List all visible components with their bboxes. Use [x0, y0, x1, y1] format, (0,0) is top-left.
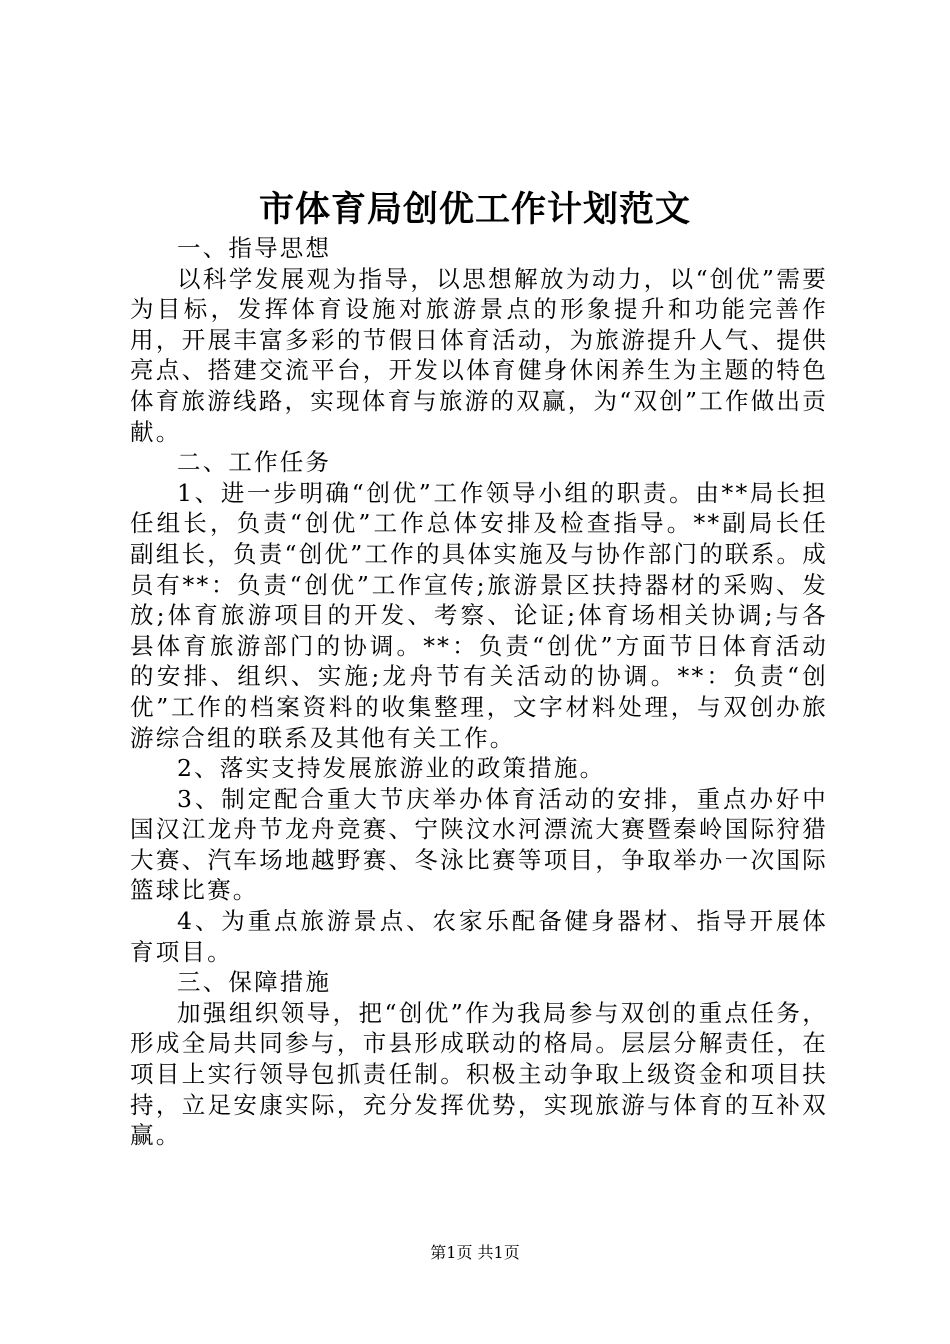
- paragraph-guiding-thought: 以科学发展观为指导，以思想解放为动力，以“创优”需要为目标，发挥体育设施对旅游景点的形象提升和功能完善作用，开展丰富多彩的节假日体育活动，为旅游提升人气、提供亮点、搭建交流平台，开发以体育健身休闲养生为主题的特色体育旅游线路，实现体育与旅游的双赢，为“双创”工作做出贡献。: [130, 264, 828, 446]
- document-body: [130, 233, 828, 1151]
- document-title: 市体育局创优工作计划范文: [258, 189, 691, 230]
- paragraph-task-3: 3、制定配合重大节庆举办体育活动的安排，重点办好中国汉江龙舟节龙舟竞赛、宁陕汶水河漂流大赛暨秦岭国际狩猎大赛、汽车场地越野赛、冬泳比赛等项目，争取举办一次国际篮球比赛。: [130, 784, 828, 905]
- section-heading-guiding-thought: 一、指导思想: [177, 234, 332, 262]
- section-heading-work-tasks: 二、工作任务: [177, 448, 332, 477]
- paragraph-safeguards: 加强组织领导，把“创优”作为我局参与双创的重点任务，形成全局共同参与，市县形成联动的格局。层层分解责任，在项目上实行领导包抓责任制。积极主动争取上级资金和项目扶持，立足安康实际，充分发挥优势，实现旅游与体育的互补双赢。: [130, 998, 828, 1150]
- page-footer: 第1页 共1页: [430, 1243, 520, 1262]
- paragraph-task-4: 4、为重点旅游景点、农家乐配备健身器材、指导开展体育项目。: [130, 907, 828, 966]
- paragraph-task-2: 2、落实支持发展旅游业的政策措施。: [177, 754, 606, 783]
- paragraph-task-1: 1、进一步明确“创优”工作领导小组的职责。由**局长担任组长，负责“创优”工作总体安排及检查指导。**副局长任副组长，负责“创优”工作的具体实施及与协作部门的联系。成员有**：负责“创优”工作宣传;旅游景区扶持器材的采购、发放;体育旅游项目的开发、考察、论证;体育场相关协调;与各县体育旅游部门的协调。**：负责“创优”方面节日体育活动的安排、组织、实施;龙舟节有关活动的协调。**：负责“创优”工作的档案资料的收集整理，文字材料处理，与双创办旅游综合组的联系及其他有关工作。: [130, 478, 828, 752]
- section-heading-safeguards: 三、保障措施: [177, 968, 332, 997]
